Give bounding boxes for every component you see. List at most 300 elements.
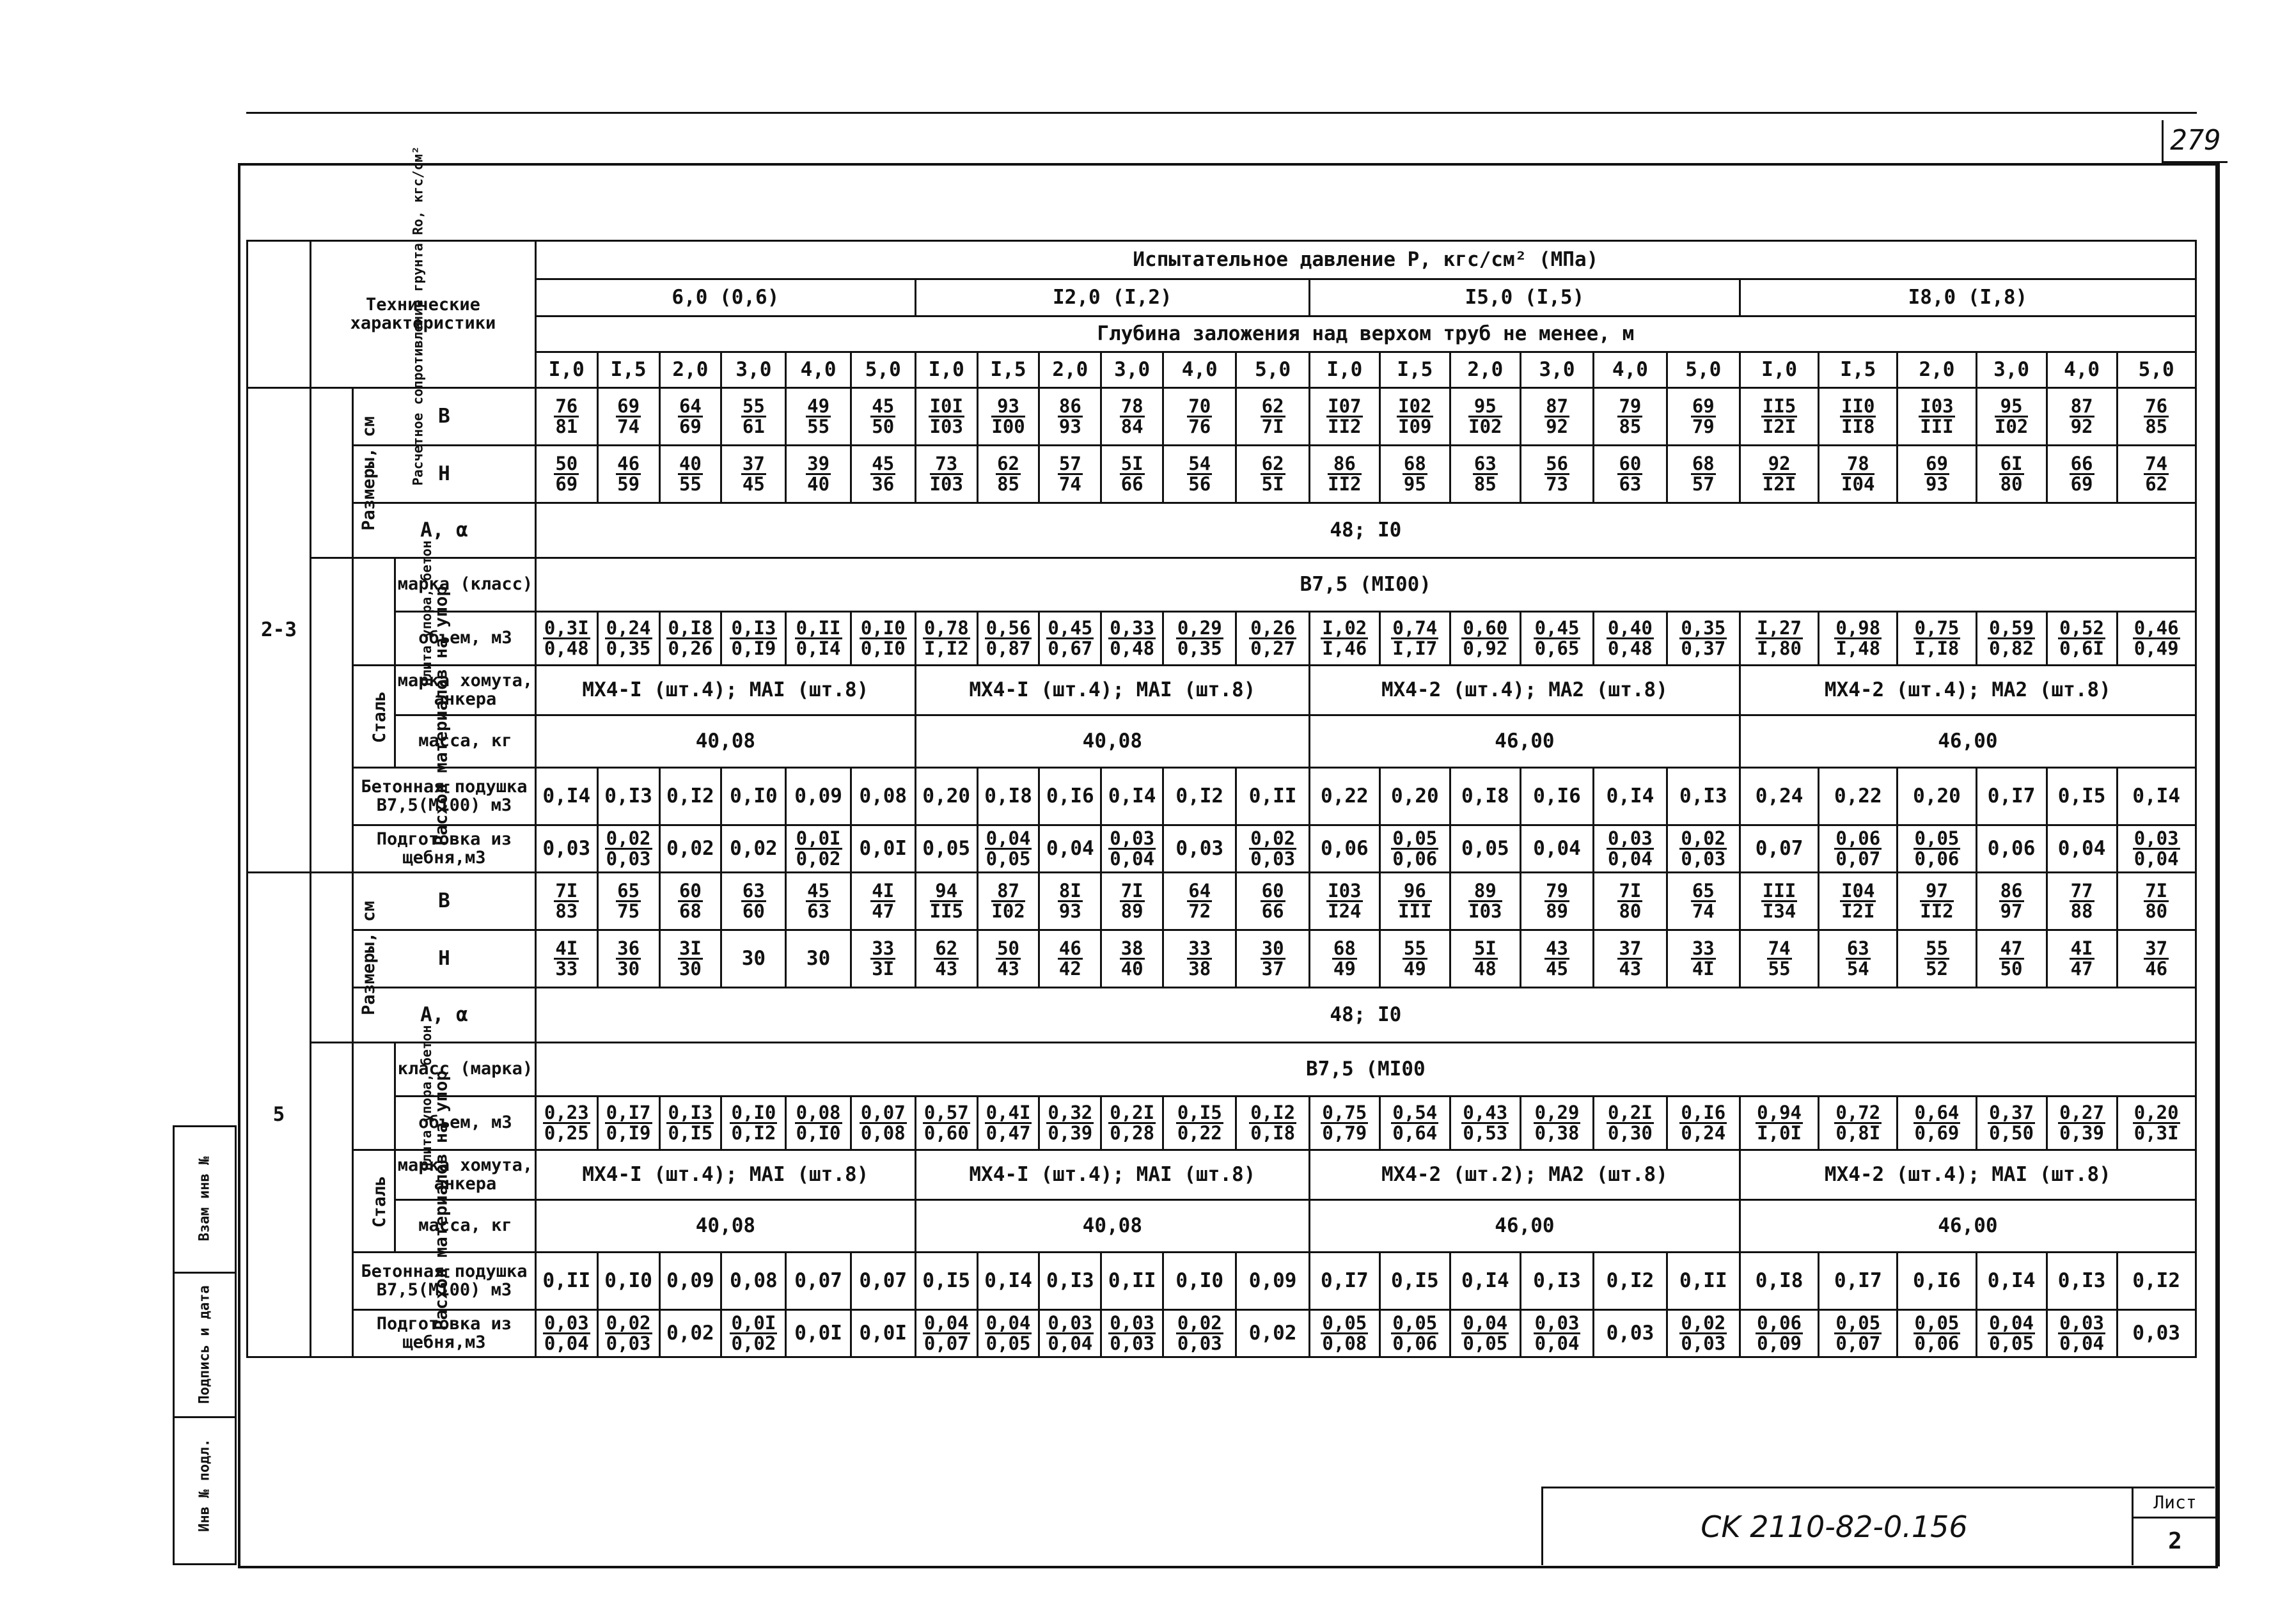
depth-3: 3,0 xyxy=(721,352,786,388)
B-value-fraction xyxy=(678,879,703,922)
stamp-vzam-label: Взам инв № xyxy=(196,1156,213,1242)
H-value xyxy=(1379,930,1450,988)
B-value xyxy=(1520,873,1593,930)
denominator: 0,48 xyxy=(1607,637,1653,659)
H-value-fraction xyxy=(616,939,641,978)
B-value xyxy=(1819,388,1898,446)
denominator: I,I8 xyxy=(1914,637,1960,659)
B-value-fraction xyxy=(1617,879,1642,922)
row-mass xyxy=(248,1200,2196,1253)
volume-value-fraction xyxy=(2058,616,2105,659)
podg-value xyxy=(1667,1310,1740,1357)
numerator: 50 xyxy=(997,937,1020,959)
podg-value xyxy=(721,1310,786,1357)
ro-value: 5 xyxy=(248,873,311,1357)
numerator: 77 xyxy=(2070,879,2093,902)
numerator: 7I xyxy=(555,879,578,902)
B-value-fraction xyxy=(1761,879,1797,922)
H-value xyxy=(1163,930,1236,988)
numerator: 0,03 xyxy=(544,1311,589,1334)
denominator: 61 xyxy=(742,415,765,437)
podg-value-fraction xyxy=(543,1311,590,1354)
denominator: 92 xyxy=(2070,415,2093,437)
H-value xyxy=(2117,446,2196,503)
numerator: 0,04 xyxy=(923,1311,969,1334)
podg-value xyxy=(1898,825,1976,873)
beton-value: 0,24 xyxy=(1740,768,1819,825)
podg-value-fraction xyxy=(923,1311,970,1354)
B-value xyxy=(1667,388,1740,446)
beton-value: 0,I2 xyxy=(1163,768,1236,825)
denominator: 50 xyxy=(2000,957,2023,980)
denominator: 95 xyxy=(1403,472,1426,495)
podg-value-fraction xyxy=(605,1311,652,1354)
denominator: 0,53 xyxy=(1463,1121,1508,1144)
podg-value-fraction xyxy=(1108,1311,1156,1354)
volume-value-fraction xyxy=(795,1101,842,1144)
numerator: 0,05 xyxy=(1835,1311,1881,1334)
numerator: 0,I2 xyxy=(1250,1101,1296,1123)
denominator: 0,I4 xyxy=(796,637,841,659)
denominator: 43 xyxy=(935,957,958,980)
numerator: 62 xyxy=(1261,452,1284,474)
beton-value: 0,07 xyxy=(786,1253,851,1310)
B-value xyxy=(1309,873,1379,930)
H-value xyxy=(1039,446,1101,503)
volume-value xyxy=(786,1097,851,1150)
volume-value xyxy=(1309,612,1379,666)
beton-value: 0,09 xyxy=(659,1253,721,1310)
volume-value-fraction xyxy=(1534,1101,1581,1144)
denominator: III xyxy=(1398,900,1432,922)
H-value-fraction xyxy=(870,939,895,978)
numerator: 0,04 xyxy=(1989,1311,2034,1334)
denominator: 7I xyxy=(1261,415,1284,437)
denominator: 0,03 xyxy=(606,847,651,870)
numerator: 47 xyxy=(2000,937,2023,959)
B-value-fraction xyxy=(1120,879,1145,922)
numerator: 87 xyxy=(991,882,1025,902)
denominator: 72 xyxy=(1188,900,1211,922)
row-steel xyxy=(248,666,2196,715)
H-value-fraction xyxy=(996,939,1021,978)
beton-value: 0,I2 xyxy=(659,768,721,825)
volume-value-fraction xyxy=(2058,1101,2105,1144)
denominator: I,46 xyxy=(1322,637,1367,659)
denominator: 62 xyxy=(2145,472,2168,495)
volume-value-fraction xyxy=(605,616,652,659)
denominator: I34 xyxy=(1762,900,1796,922)
numerator: 0,08 xyxy=(796,1101,841,1123)
numerator: 50 xyxy=(555,452,578,474)
numerator: 87 xyxy=(1546,394,1568,417)
numerator: 4I xyxy=(872,879,895,902)
B-value-fraction xyxy=(929,394,964,437)
row-B xyxy=(248,873,2196,930)
sizes-group xyxy=(311,873,379,1043)
H-value-fraction xyxy=(929,452,963,495)
volume-value xyxy=(1819,612,1898,666)
beton-value: 0,I2 xyxy=(1594,1253,1667,1310)
volume-value xyxy=(1101,1097,1163,1150)
numerator: 0,52 xyxy=(2059,616,2104,639)
beton-value: 0,I4 xyxy=(1594,768,1667,825)
H-value-fraction xyxy=(1999,939,2024,978)
volume-value xyxy=(977,1097,1039,1150)
B-value-fraction xyxy=(1691,879,1716,922)
B-value xyxy=(1819,873,1898,930)
H-value-fraction xyxy=(806,452,831,495)
numerator: 96 xyxy=(1398,882,1431,902)
numerator: 0,56 xyxy=(986,616,1031,639)
numerator: 37 xyxy=(742,452,765,474)
numerator: 92 xyxy=(1763,455,1796,475)
numerator: 0,04 xyxy=(1463,1311,1508,1334)
numerator: 69 xyxy=(1692,394,1715,417)
denominator: 0,05 xyxy=(1463,1332,1508,1354)
podg-value xyxy=(1379,1310,1450,1357)
podg-value xyxy=(1667,825,1740,873)
row-grade xyxy=(248,1043,2196,1097)
denominator: 0,06 xyxy=(1914,847,1960,870)
steel-value: MX4-2 (шт.4); MAI (шт.8) xyxy=(1740,1150,2196,1200)
podg-value-fraction xyxy=(1607,829,1654,868)
volume-value xyxy=(659,1097,721,1150)
label-B: B xyxy=(353,388,536,446)
denominator: II5 xyxy=(929,900,963,922)
label-podg: Подготовка из щебня,м3 xyxy=(353,825,536,873)
B-value xyxy=(1236,873,1309,930)
denominator: I02 xyxy=(1468,415,1502,437)
numerator: 0,3I xyxy=(544,616,589,639)
denominator: 0,26 xyxy=(668,637,713,659)
volume-value-fraction xyxy=(666,1101,714,1144)
label-steel-mark: марка хомута, анкера xyxy=(395,666,536,715)
H-value-fraction xyxy=(1058,939,1083,978)
podg-value xyxy=(597,1310,659,1357)
H-value xyxy=(1740,446,1819,503)
beton-value: 0,I4 xyxy=(535,768,597,825)
podg-value: 0,02 xyxy=(1236,1310,1309,1357)
volume-value xyxy=(2047,612,2117,666)
denominator: 83 xyxy=(555,900,578,922)
volume-value xyxy=(1898,612,1976,666)
denominator: 0,64 xyxy=(1392,1121,1438,1144)
B-value xyxy=(659,873,721,930)
beton-value: 0,I5 xyxy=(1379,1253,1450,1310)
mass-value: 40,08 xyxy=(915,1200,1309,1253)
numerator: 4I xyxy=(555,937,578,959)
B-value-fraction xyxy=(554,879,579,922)
podg-value xyxy=(915,1310,977,1357)
beton-value: 0,I3 xyxy=(597,768,659,825)
denominator: 0,92 xyxy=(1463,637,1508,659)
volume-value xyxy=(1379,1097,1450,1150)
denominator: 84 xyxy=(1120,415,1143,437)
denominator: I09 xyxy=(1398,415,1432,437)
volume-value-fraction xyxy=(2133,1101,2180,1144)
denominator: I02 xyxy=(1994,415,2029,437)
denominator: I04 xyxy=(1841,472,1875,495)
document-code: CK 2110-82-0.156 xyxy=(1701,1510,1968,1544)
denominator: 88 xyxy=(2070,900,2093,922)
denominator: 93 xyxy=(1926,472,1948,495)
volume-value xyxy=(1450,1097,1520,1150)
steel-group xyxy=(353,1150,395,1253)
sizes-group xyxy=(311,388,379,558)
denominator: 0,I8 xyxy=(1250,1121,1296,1144)
B-value xyxy=(535,388,597,446)
denominator: 57 xyxy=(1692,472,1715,495)
H-value-fraction xyxy=(1999,452,2024,495)
numerator: 0,04 xyxy=(986,1311,1031,1334)
beton-value: 0,II xyxy=(1236,768,1309,825)
podg-value-fraction xyxy=(1913,829,1961,868)
B-value xyxy=(659,388,721,446)
H-value-fraction xyxy=(1332,939,1357,978)
sheet-box xyxy=(2132,1488,2217,1565)
depth-15: 3,0 xyxy=(1520,352,1593,388)
denominator: 69 xyxy=(2070,472,2093,495)
depth-11: 5,0 xyxy=(1236,352,1309,388)
podg-value-fraction xyxy=(795,829,842,868)
numerator: 0,II xyxy=(796,616,841,639)
numerator: 0,54 xyxy=(1392,1101,1438,1123)
podg-value xyxy=(1309,1310,1379,1357)
denominator: 60 xyxy=(742,900,765,922)
B-value-fraction xyxy=(1840,394,1876,437)
beton-value: 0,22 xyxy=(1309,768,1379,825)
numerator: 68 xyxy=(1692,452,1715,474)
H-value-fraction xyxy=(678,939,703,978)
numerator: 45 xyxy=(807,879,830,902)
denominator: 63 xyxy=(1619,472,1642,495)
podg-value xyxy=(786,825,851,873)
numerator: 7I xyxy=(2145,879,2168,902)
numerator: I,02 xyxy=(1322,616,1367,639)
B-value xyxy=(2117,873,2196,930)
steel-value: MX4-2 (шт.4); MA2 (шт.8) xyxy=(1740,666,2196,715)
H-value xyxy=(597,446,659,503)
label-volume: объем, м3 xyxy=(395,1097,536,1150)
grade-value: B7,5 (MI00) xyxy=(535,558,2196,612)
steel-group-text: Сталь xyxy=(370,1175,390,1228)
denominator: 74 xyxy=(1058,472,1081,495)
podg-value-fraction xyxy=(1534,1311,1581,1354)
denominator: 49 xyxy=(1333,957,1356,980)
volume-value-fraction xyxy=(2133,616,2180,659)
plate-group xyxy=(353,540,434,686)
steel-value: MX4-I (шт.4); MAI (шт.8) xyxy=(535,666,915,715)
numerator: 0,02 xyxy=(1177,1311,1222,1334)
depth-21: 3,0 xyxy=(1976,352,2047,388)
row-Aa xyxy=(248,988,2196,1043)
podg-value xyxy=(977,825,1039,873)
volume-value-fraction xyxy=(1834,1101,1882,1144)
podg-value-fraction xyxy=(1046,1311,1094,1354)
volume-value-fraction xyxy=(1321,616,1368,659)
H-value xyxy=(1520,446,1593,503)
numerator: 0,0I xyxy=(796,827,841,849)
denominator: 0,04 xyxy=(2059,1332,2104,1354)
beton-value: 0,I0 xyxy=(721,768,786,825)
H-value-fraction xyxy=(1841,452,1875,495)
B-value xyxy=(1101,873,1163,930)
numerator: 0,02 xyxy=(606,1311,651,1334)
denominator: I,I7 xyxy=(1392,637,1438,659)
H-value-fraction xyxy=(554,939,579,978)
numerator: 69 xyxy=(617,394,640,417)
numerator: 5I xyxy=(1473,937,1497,959)
label-mass: масса, кг xyxy=(395,1200,536,1253)
H-value-fraction xyxy=(1187,939,1212,978)
denominator: 0,05 xyxy=(1989,1332,2034,1354)
depth-title: Глубина заложения над верхом труб не менее, м xyxy=(535,316,2196,352)
B-value xyxy=(1379,388,1450,446)
denominator: II2 xyxy=(1328,472,1362,495)
beton-value: 0,I8 xyxy=(1740,1253,1819,1310)
numerator: 46 xyxy=(617,452,640,474)
volume-value xyxy=(1819,1097,1898,1150)
denominator: 0,24 xyxy=(1681,1121,1726,1144)
H-value-fraction xyxy=(2070,452,2094,495)
numerator: 33 xyxy=(1692,937,1715,959)
podg-value: 0,06 xyxy=(1976,825,2047,873)
numerator: 0,94 xyxy=(1757,1101,1802,1123)
H-value xyxy=(1740,930,1819,988)
podg-value-fraction xyxy=(1834,829,1882,868)
numerator: II5 xyxy=(1762,394,1796,417)
B-value-fraction xyxy=(1544,394,1569,437)
volume-value xyxy=(915,1097,977,1150)
volume-value-fraction xyxy=(730,616,777,659)
volume-value-fraction xyxy=(1391,616,1438,659)
denominator: 55 xyxy=(1768,957,1791,980)
denominator: 75 xyxy=(617,900,640,922)
H-value xyxy=(1101,930,1163,988)
label-podg: Подготовка из щебня,м3 xyxy=(353,1310,536,1357)
depth-19: I,5 xyxy=(1819,352,1898,388)
sizes-group-text: Размеры, см xyxy=(358,416,379,531)
label-grade: класс (марка) xyxy=(395,1043,536,1097)
denominator: 93 xyxy=(1058,415,1081,437)
pressure-1: I2,0 (I,2) xyxy=(915,279,1309,316)
row-podg xyxy=(248,825,2196,873)
numerator: 65 xyxy=(617,879,640,902)
denominator: I,0I xyxy=(1757,1121,1802,1144)
numerator: 7I xyxy=(1619,879,1642,902)
B-value xyxy=(1740,388,1819,446)
beton-value: 0,I3 xyxy=(1667,768,1740,825)
H-value-fraction xyxy=(1691,452,1716,495)
ro-value: 2-3 xyxy=(248,388,311,873)
volume-value xyxy=(535,1097,597,1150)
numerator: 78 xyxy=(1841,455,1874,475)
label-beton: Бетонная подушка В7,5(М100) м3 xyxy=(353,768,536,825)
Aa-value: 48; I0 xyxy=(535,988,2196,1043)
denominator: 0,09 xyxy=(1757,1332,1802,1354)
volume-value xyxy=(851,1097,915,1150)
denominator: 89 xyxy=(1546,900,1568,922)
podg-value-fraction xyxy=(1461,1311,1509,1354)
denominator: 0,39 xyxy=(1048,1121,1093,1144)
depth-6: I,0 xyxy=(915,352,977,388)
volume-value-fraction xyxy=(1108,1101,1156,1144)
header-row-2 xyxy=(248,279,2196,316)
B-value-fraction xyxy=(1691,394,1716,437)
denominator: 97 xyxy=(2000,900,2023,922)
steel-group-text: Сталь xyxy=(370,691,390,744)
label-Aa: A, α xyxy=(353,988,536,1043)
beton-value: 0,I4 xyxy=(1101,768,1163,825)
denominator: 69 xyxy=(555,472,578,495)
depth-17: 5,0 xyxy=(1667,352,1740,388)
volume-value-fraction xyxy=(985,1101,1032,1144)
row-podg xyxy=(248,1310,2196,1357)
B-value-fraction xyxy=(2070,394,2094,437)
beton-value: 0,I7 xyxy=(1976,768,2047,825)
H-value xyxy=(1101,446,1163,503)
numerator: 54 xyxy=(1188,452,1211,474)
B-value xyxy=(2047,873,2117,930)
depth-10: 4,0 xyxy=(1163,352,1236,388)
beton-value: 0,I8 xyxy=(977,768,1039,825)
H-value-fraction xyxy=(1544,452,1569,495)
depth-8: 2,0 xyxy=(1039,352,1101,388)
depth-4: 4,0 xyxy=(786,352,851,388)
H-value-fraction xyxy=(1691,939,1716,978)
numerator: 55 xyxy=(1403,937,1426,959)
H-value xyxy=(1667,930,1740,988)
H-value xyxy=(786,446,851,503)
numerator: 60 xyxy=(1261,879,1284,902)
numerator: 40 xyxy=(679,452,702,474)
numerator: 37 xyxy=(2145,937,2168,959)
denominator: 0,06 xyxy=(1392,1332,1438,1354)
B-value-fraction xyxy=(870,394,895,437)
denominator: 0,05 xyxy=(986,847,1031,870)
numerator: 0,I5 xyxy=(1177,1101,1222,1123)
podg-value xyxy=(1039,1310,1101,1357)
H-value xyxy=(597,930,659,988)
row-volume xyxy=(248,1097,2196,1150)
numerator: 95 xyxy=(1995,397,2028,418)
B-value xyxy=(1740,873,1819,930)
H-value xyxy=(1667,446,1740,503)
numerator: 55 xyxy=(742,394,765,417)
beton-value: 0,II xyxy=(535,1253,597,1310)
numerator: 0,07 xyxy=(860,1101,906,1123)
denominator: 0,22 xyxy=(1177,1121,1222,1144)
volume-value xyxy=(1594,612,1667,666)
volume-value-fraction xyxy=(1108,616,1156,659)
podg-value-fraction xyxy=(1321,1311,1368,1354)
denominator: 0,04 xyxy=(1110,847,1155,870)
label-Aa: A, α xyxy=(353,503,536,558)
numerator: 0,4I xyxy=(986,1101,1031,1123)
numerator: 0,2I xyxy=(1607,1101,1653,1123)
podg-value-fraction xyxy=(605,829,652,868)
mass-value: 40,08 xyxy=(535,715,915,768)
H-value xyxy=(851,446,915,503)
volume-value-fraction xyxy=(1046,616,1094,659)
steel-value: MX4-2 (шт.4); MA2 (шт.8) xyxy=(1309,666,1740,715)
B-value-fraction xyxy=(2144,879,2169,922)
denominator: 0,I9 xyxy=(731,637,776,659)
B-value xyxy=(786,873,851,930)
pressure-title: Испытательное давление P, кгс/см² (МПа) xyxy=(535,241,2196,279)
numerator: 0,45 xyxy=(1534,616,1580,639)
